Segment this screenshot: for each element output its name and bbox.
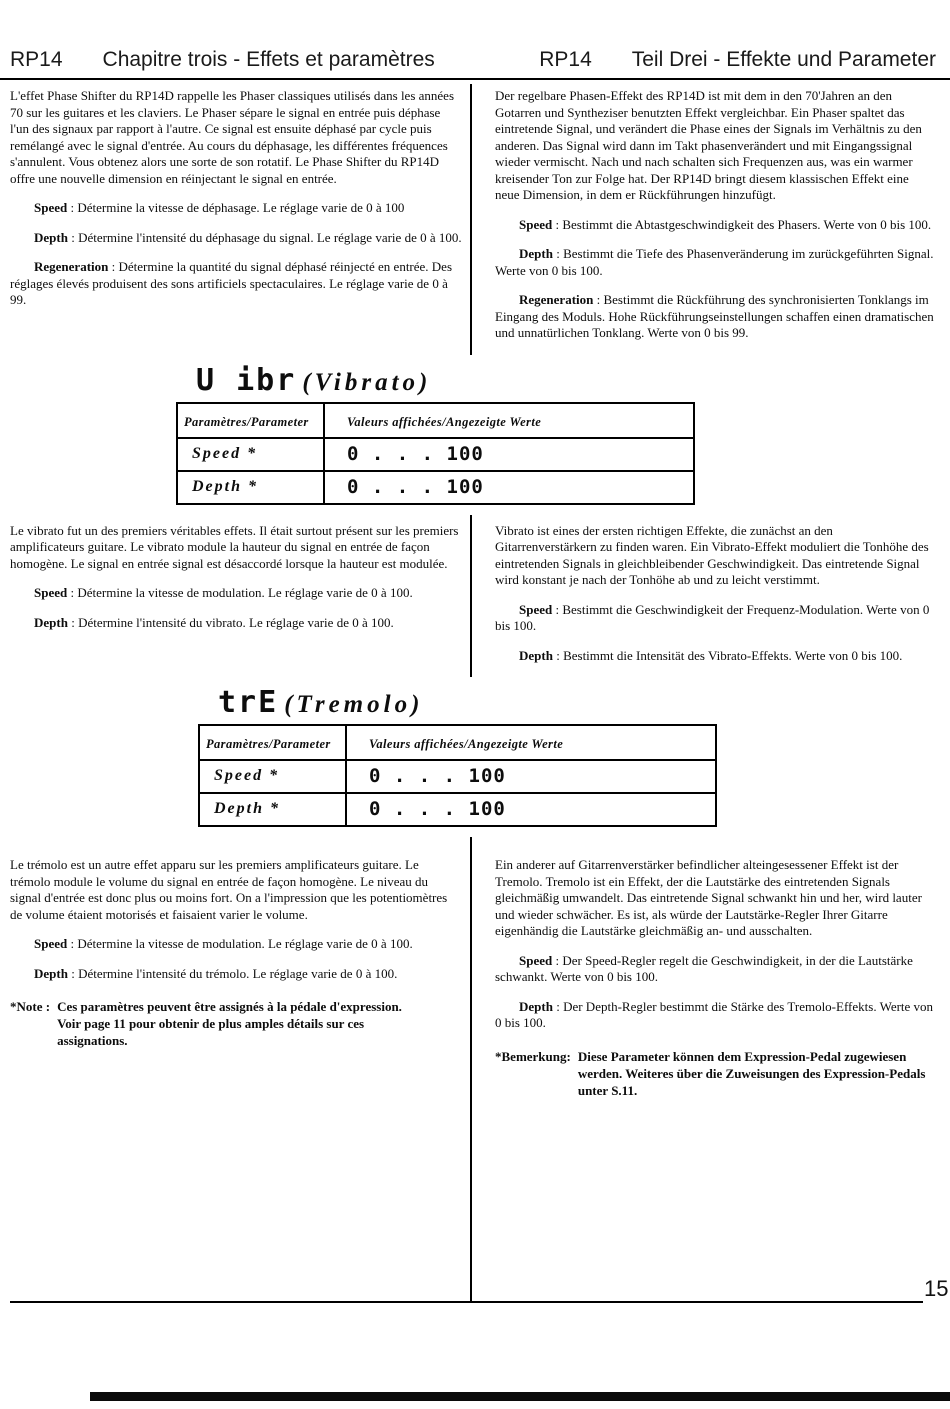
tremolo-section xyxy=(0,677,950,837)
col-parameters: Paramètres/Parameter xyxy=(199,725,346,760)
col-parameters: Paramètres/Parameter xyxy=(177,403,324,438)
param-cell: Depth * xyxy=(177,471,324,504)
vibrato-speed-fr xyxy=(10,585,462,602)
param-desc: : Bestimmt die Geschwindigkeit der Frequenz-Modulation. Werte von 0 bis 100. xyxy=(495,601,930,633)
param-name: Speed xyxy=(34,936,68,951)
param-desc: : Détermine l'intensité du trémolo. Le réglage varie de 0 à 100. xyxy=(67,965,398,981)
phaser-speed-de xyxy=(495,217,935,234)
tremolo-heading-label: (Tremolo) xyxy=(284,691,424,718)
header-model-left: RP14 xyxy=(10,48,63,71)
vibrato-speed-de xyxy=(495,602,935,635)
value-cell: 0 . . . 100 xyxy=(346,793,716,826)
col-values: Valeurs affichées/Angezeigte Werte xyxy=(346,725,716,760)
param-name: Depth xyxy=(519,647,553,663)
tremolo-column-fr xyxy=(10,857,462,1099)
param-desc: : Bestimmt die Tiefe des Phasenveränderung im zurückgeführten Signal. Werte von 0 bis 100. xyxy=(495,246,934,278)
param-name: Depth xyxy=(34,229,68,245)
param-name: Speed xyxy=(519,601,553,617)
param-cell: Speed * xyxy=(199,760,346,793)
vibrato-section xyxy=(0,355,950,515)
param-desc: : Détermine la vitesse de modulation. Le réglage varie de 0 à 100. xyxy=(67,585,413,600)
page-number: 15 xyxy=(924,1276,949,1301)
page-header xyxy=(0,0,950,80)
vibrato-column-fr xyxy=(10,523,462,678)
phaser-column-fr xyxy=(10,88,462,355)
vibrato-text-columns xyxy=(0,515,950,678)
vibrato-intro-fr: Le vibrato fut un des premiers véritables effets. Il était surtout présent sur les premiers amplificateurs guitare. Le vibrato module la hauteur du signal en entrée de façon homogène. Le signal en entrée signal est désaccordé lorsque la hauteur est modulée. xyxy=(10,522,459,571)
param-name: Speed xyxy=(519,952,553,968)
vibrato-heading xyxy=(196,363,950,398)
phaser-intro-fr: L'effet Phase Shifter du RP14D rappelle les Phaser classiques utilisés dans les années 70 sur les guitares et les claviers. Le Phaser sépare le signal en entrée puis déphase l'un des signaux par rapport à l'autre. Ce signal est ensuite déphasé par cycle puis remélangé avec le signal d'entrée. Au cours du déphasage, les différentes fréquences s'annulent. Vous obtenez alors une sorte de son rotatif. Le Phase Shifter du RP14D offre une nouvelle dimension en réinjectant le signal en entrée. xyxy=(10,88,455,186)
param-name: Depth xyxy=(519,246,553,261)
table-row xyxy=(199,793,716,826)
param-desc: : Der Speed-Regler regelt die Geschwindigkeit, in der die Lautstärke schwankt. Werte von 0 bis 100. xyxy=(495,952,913,984)
param-name: Depth xyxy=(34,614,68,630)
table-header-row xyxy=(177,403,694,438)
vibrato-column-de xyxy=(495,523,935,678)
table-header-row xyxy=(199,725,716,760)
param-desc: : Détermine la quantité du signal déphasé réinjecté en entrée. Des réglages élevés produisent des sons artificiels spectaculaires. Le réglage varie de 0 à 99. xyxy=(10,259,453,307)
phaser-intro-de: Der regelbare Phasen-Effekt des RP14D ist mit dem in den 70'Jahren an den Gotarren und Syntheziser benutzten Effekt vergleichbar. Ein Phaser spaltet das eintretende Signal, und verändert die Phase eines der Signals im Verhältnis zu den anderen. Das Signal wird dann im Takt phasenverändert und mit Eingangssignal wieder vermischt. Nach und nach schalten sich Frequenzen aus, was ein warmer kreisender Ton zur Folge hat. Der RP14D bringt diesem klassischen Effekt eine neue Dimension, in dem er Rückführungen hinzufügt. xyxy=(495,88,922,202)
param-desc: : Bestimmt die Rückführung des synchronisierten Tonklangs im Eingang des Moduls. Hohe Rückführungseinstellungen schaffen einen dramatischen und unnatürlichen Tonklang. Werte von 0 bis 99. xyxy=(495,292,934,340)
param-name: Speed xyxy=(34,200,68,215)
param-desc: : Détermine l'intensité du déphasage du signal. Le réglage varie de 0 à 100. xyxy=(67,229,462,245)
tremolo-column-de xyxy=(495,857,935,1099)
vibrato-depth-de xyxy=(495,648,935,665)
table-row xyxy=(199,760,716,793)
expression-pedal-note-fr xyxy=(10,998,462,1049)
param-desc: : Détermine la vitesse de modulation. Le réglage varie de 0 à 100. xyxy=(67,936,413,951)
bottom-print-bar xyxy=(90,1392,950,1401)
vibrato-lcd-display: U ibr xyxy=(196,362,297,398)
param-desc: : Détermine la vitesse de déphasage. Le réglage varie de 0 à 100 xyxy=(67,200,405,215)
expression-pedal-note-de xyxy=(495,1048,935,1099)
tremolo-lcd-display: trE xyxy=(218,685,279,720)
phaser-speed-fr xyxy=(10,200,462,217)
phaser-regeneration-fr xyxy=(10,259,462,309)
tremolo-speed-fr xyxy=(10,936,462,953)
table-row xyxy=(177,438,694,471)
param-desc: : Bestimmt die Intensität des Vibrato-Effekts. Werte von 0 bis 100. xyxy=(552,647,903,663)
col-values: Valeurs affichées/Angezeigte Werte xyxy=(324,403,694,438)
value-cell: 0 . . . 100 xyxy=(324,471,694,504)
tremolo-text-columns xyxy=(0,837,950,1099)
tremolo-heading xyxy=(218,685,950,720)
vibrato-heading-label: (Vibrato) xyxy=(302,368,432,396)
param-name: Depth xyxy=(519,998,553,1014)
tremolo-table xyxy=(198,724,717,827)
value-cell: 0 . . . 100 xyxy=(346,760,716,793)
param-cell: Speed * xyxy=(177,438,324,471)
phaser-regeneration-de xyxy=(495,292,935,342)
header-title-right: Teil Drei - Effekte und Parameter xyxy=(631,48,936,71)
vibrato-depth-fr xyxy=(10,615,462,632)
tremolo-intro-fr: Le trémolo est un autre effet apparu sur les premiers amplificateurs guitare. Le trémolo module le volume du signal en entrée de façon homogène. Le niveau du signal d'entrée est donc plus ou moins fort. On a l'impression que les potentiomètres de volume étaient motorisés et faisaient varier le volume. xyxy=(10,857,448,922)
vibrato-table xyxy=(176,402,695,505)
phaser-text-columns xyxy=(0,80,950,355)
table-row xyxy=(177,471,694,504)
param-cell: Depth * xyxy=(199,793,346,826)
header-right xyxy=(539,48,936,72)
phaser-column-de xyxy=(495,88,935,355)
tremolo-depth-fr xyxy=(10,966,462,983)
note-label: *Bemerkung: xyxy=(495,1048,571,1064)
param-desc: : Détermine l'intensité du vibrato. Le réglage varie de 0 à 100. xyxy=(67,614,394,630)
vibrato-intro-de: Vibrato ist eines der ersten richtigen Effekte, die zunächst an den Gitarrenverstärkern zu finden waren. Ein Vibrato-Effekt moduliert die Tonhöhe des eintretenden Signals in gleichbleibender Geschwindigkeit. Das eintretende Signal wird konstant je nach der Tonhöhe ab und zu leicht verstimmt. xyxy=(495,522,929,587)
param-name: Speed xyxy=(34,585,68,600)
param-desc: : Der Depth-Regler bestimmt die Stärke des Tremolo-Effekts. Werte von 0 bis 100. xyxy=(495,998,934,1030)
note-label: *Note : xyxy=(10,999,51,1014)
param-name: Regeneration xyxy=(519,292,594,307)
header-title-left: Chapitre trois - Effets et paramètres xyxy=(102,48,435,71)
param-name: Speed xyxy=(519,216,553,232)
phaser-depth-de xyxy=(495,246,935,279)
tremolo-depth-de xyxy=(495,999,935,1032)
header-left xyxy=(10,48,435,72)
param-name: Regeneration xyxy=(34,259,109,274)
note-text: Diese Parameter können dem Expression-Pedal zugewiesen werden. Weiteres über die Zuweisungen des Expression-Pedals unter S.11. xyxy=(577,1048,926,1098)
value-cell: 0 . . . 100 xyxy=(324,438,694,471)
footer-rule xyxy=(10,1301,923,1303)
param-desc: : Bestimmt die Abtastgeschwindigkeit des Phasers. Werte von 0 bis 100. xyxy=(552,216,932,232)
header-model-right: RP14 xyxy=(539,48,592,71)
note-text: Ces paramètres peuvent être assignés à la pédale d'expression. Voir page 11 pour obtenir de plus amples détails sur ces assignations. xyxy=(57,999,402,1048)
tremolo-speed-de xyxy=(495,953,935,986)
phaser-depth-fr xyxy=(10,230,462,247)
tremolo-intro-de: Ein anderer auf Gitarrenverstärker befindlicher alteingesessener Effekt ist der Tremolo. Tremolo ist ein Effekt, der die Lautstärke des eintretenden Signals gleichmäßig umwandelt. Das eintretende Signal schwankt hin und her, wird lauter und wieder schwächer. Es ist, als würde der Lautstärke-Regler Ihrer Gitarre eigenhändig die Lautstärke gleichmäßig an- und ausschalten. xyxy=(495,857,922,938)
param-name: Depth xyxy=(34,965,68,981)
